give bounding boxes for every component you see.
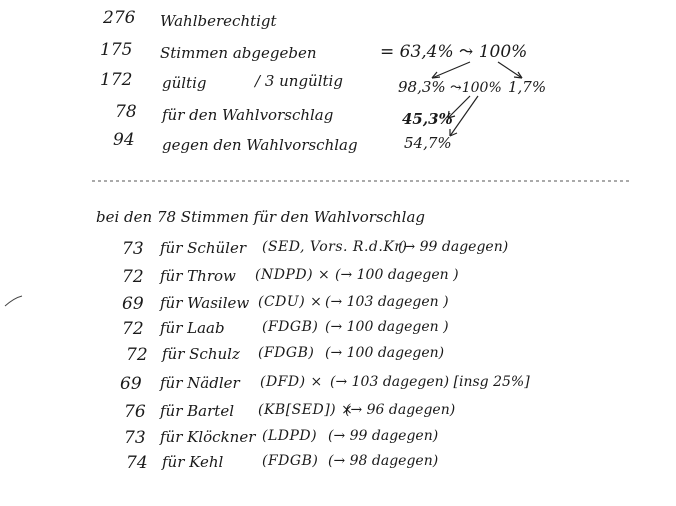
invalid-pct: 1,7%	[508, 78, 547, 96]
candidate-for-count: 72	[126, 345, 148, 365]
eligible-label: Wahlberechtigt	[160, 12, 277, 30]
candidate-name: für Nädler	[160, 374, 240, 392]
candidate-for-count: 69	[120, 374, 142, 394]
candidate-org: (FDGB)	[262, 319, 319, 335]
candidate-against: (→ 100 dagegen )	[335, 267, 459, 283]
for-count: 78	[115, 102, 137, 122]
candidate-org: (LDPD)	[262, 428, 318, 444]
candidate-name: für Kehl	[162, 453, 224, 471]
valid-label: gültig	[162, 74, 207, 92]
candidate-row	[0, 237, 676, 261]
candidate-row	[0, 292, 676, 316]
candidate-against: (→ 100 dagegen)	[325, 345, 445, 361]
candidate-org: (DFD) ×	[260, 374, 323, 390]
candidate-name: für Bartel	[160, 402, 234, 420]
against-pct: 54,7%	[404, 134, 452, 152]
candidate-for-count: 72	[122, 267, 144, 287]
against-label: gegen den Wahlvorschlag	[162, 136, 358, 154]
candidate-name: für Wasilew	[160, 294, 250, 312]
turnout-pct: = 63,4% ⤳ 100%	[380, 42, 528, 62]
candidate-for-count: 73	[124, 428, 146, 448]
invalid-label: / 3 ungültig	[255, 72, 343, 90]
arrow-turnout-to-invalid	[498, 62, 522, 78]
candidate-against: (→ 103 dagegen) [insg 25%]	[330, 374, 530, 390]
cast-count: 175	[100, 40, 133, 60]
candidate-org: (SED, Vors. R.d.Kr)	[262, 239, 408, 255]
candidate-name: für Throw	[160, 267, 236, 285]
candidate-row	[0, 426, 676, 450]
candidate-against: (→ 100 dagegen )	[325, 319, 449, 335]
candidate-row	[0, 343, 676, 367]
candidate-for-count: 76	[124, 402, 146, 422]
cast-label: Stimmen abgegeben	[160, 44, 317, 62]
against-count: 94	[113, 130, 135, 150]
candidate-against: (→ 99 dagegen)	[398, 239, 509, 255]
candidate-row	[0, 400, 676, 424]
candidate-org: (FDGB)	[258, 345, 315, 361]
candidate-name: für Schulz	[162, 345, 240, 363]
candidate-for-count: 74	[126, 453, 148, 473]
candidate-org: (FDGB)	[262, 453, 319, 469]
candidate-for-count: 73	[122, 239, 144, 259]
candidate-row	[0, 372, 676, 396]
candidate-name: für Klöckner	[160, 428, 256, 446]
candidate-org: (NDPD) ×	[255, 267, 331, 283]
candidate-name: für Laab	[160, 319, 225, 337]
candidate-row	[0, 265, 676, 289]
breakdown-heading: bei den 78 Stimmen für den Wahlvorschlag	[96, 208, 426, 226]
valid-to-hundred: ⤳100%	[450, 80, 502, 96]
valid-pct: 98,3%	[398, 78, 446, 96]
candidate-row	[0, 317, 676, 341]
valid-count: 172	[100, 70, 133, 90]
for-label: für den Wahlvorschlag	[162, 106, 334, 124]
candidate-against: (→ 96 dagegen)	[345, 402, 456, 418]
candidate-against: (→ 98 dagegen)	[328, 453, 439, 469]
candidate-row	[0, 451, 676, 475]
candidate-for-count: 72	[122, 319, 144, 339]
arrow-turnout-to-valid	[432, 62, 470, 78]
for-pct: 45,3%	[402, 110, 453, 128]
candidate-org: (KB[SED]) ×	[258, 402, 354, 418]
eligible-count: 276	[103, 8, 136, 28]
candidate-for-count: 69	[122, 294, 144, 314]
candidate-name: für Schüler	[160, 239, 246, 257]
candidate-against: (→ 99 dagegen)	[328, 428, 439, 444]
candidate-against: (→ 103 dagegen )	[325, 294, 449, 310]
candidate-org: (CDU) ×	[258, 294, 323, 310]
